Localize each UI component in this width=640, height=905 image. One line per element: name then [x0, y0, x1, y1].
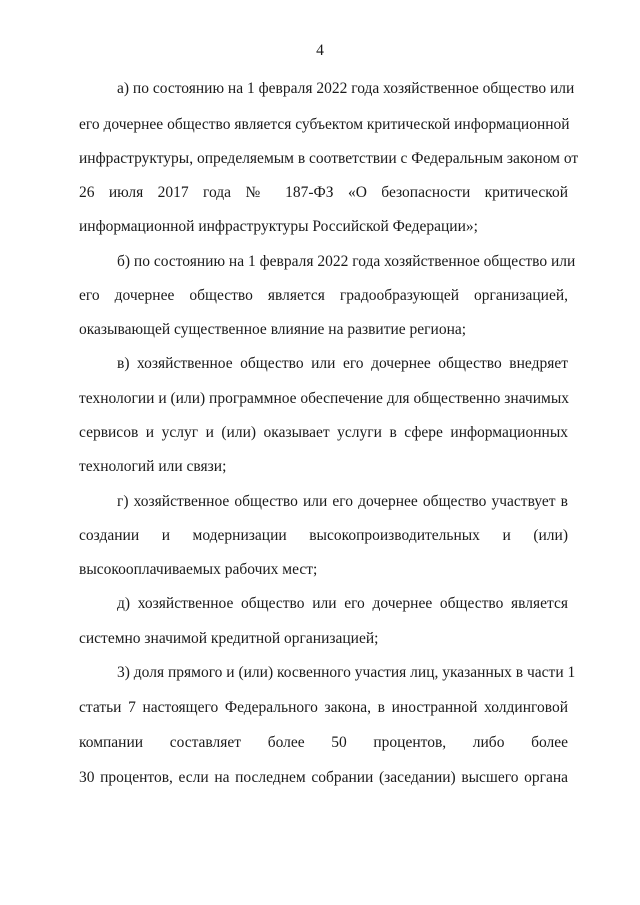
text-line: инфраструктуры, определяемым в соответствии с Федеральным законом от — [79, 150, 579, 167]
text-line: в) хозяйственное общество или его дочернее общество внедряет — [117, 355, 568, 372]
page-number: 4 — [316, 42, 324, 59]
text-line: создании и модернизации высокопроизводительных и (или) — [79, 527, 568, 544]
text-line: технологии и (или) программное обеспечение для общественно значимых — [79, 390, 569, 407]
text-line: технологий или связи; — [79, 458, 227, 475]
text-line: 30 процентов, если на последнем собрании (заседании) высшего органа — [79, 769, 568, 786]
text-line: г) хозяйственное общество или его дочернее общество участвует в — [117, 493, 568, 510]
text-line: оказывающей существенное влияние на развитие региона; — [79, 321, 467, 338]
text-line: информационной инфраструктуры Российской Федерации»; — [79, 218, 478, 235]
text-line: 3) доля прямого и (или) косвенного участия лиц, указанных в части 1 — [117, 664, 576, 681]
text-line: системно значимой кредитной организацией; — [79, 630, 379, 647]
text-line: д) хозяйственное общество или его дочернее общество является — [117, 595, 568, 612]
text-line: высокооплачиваемых рабочих мест; — [79, 561, 318, 578]
text-line: статьи 7 настоящего Федерального закона, в иностранной холдинговой — [79, 699, 568, 716]
text-line: а) по состоянию на 1 февраля 2022 года хозяйственное общество или — [117, 80, 575, 97]
text-line: 26 июля 2017 года № 187-ФЗ «О безопасности критической — [79, 184, 568, 201]
text-line: б) по состоянию на 1 февраля 2022 года хозяйственное общество или — [117, 253, 576, 270]
text-line: сервисов и услуг и (или) оказывает услуги в сфере информационных — [79, 424, 568, 441]
text-line: его дочернее общество является градообразующей организацией, — [79, 287, 568, 304]
text-line: компании составляет более 50 процентов, либо более — [79, 734, 568, 751]
text-line: его дочернее общество является субъектом критической информационной — [79, 116, 570, 133]
